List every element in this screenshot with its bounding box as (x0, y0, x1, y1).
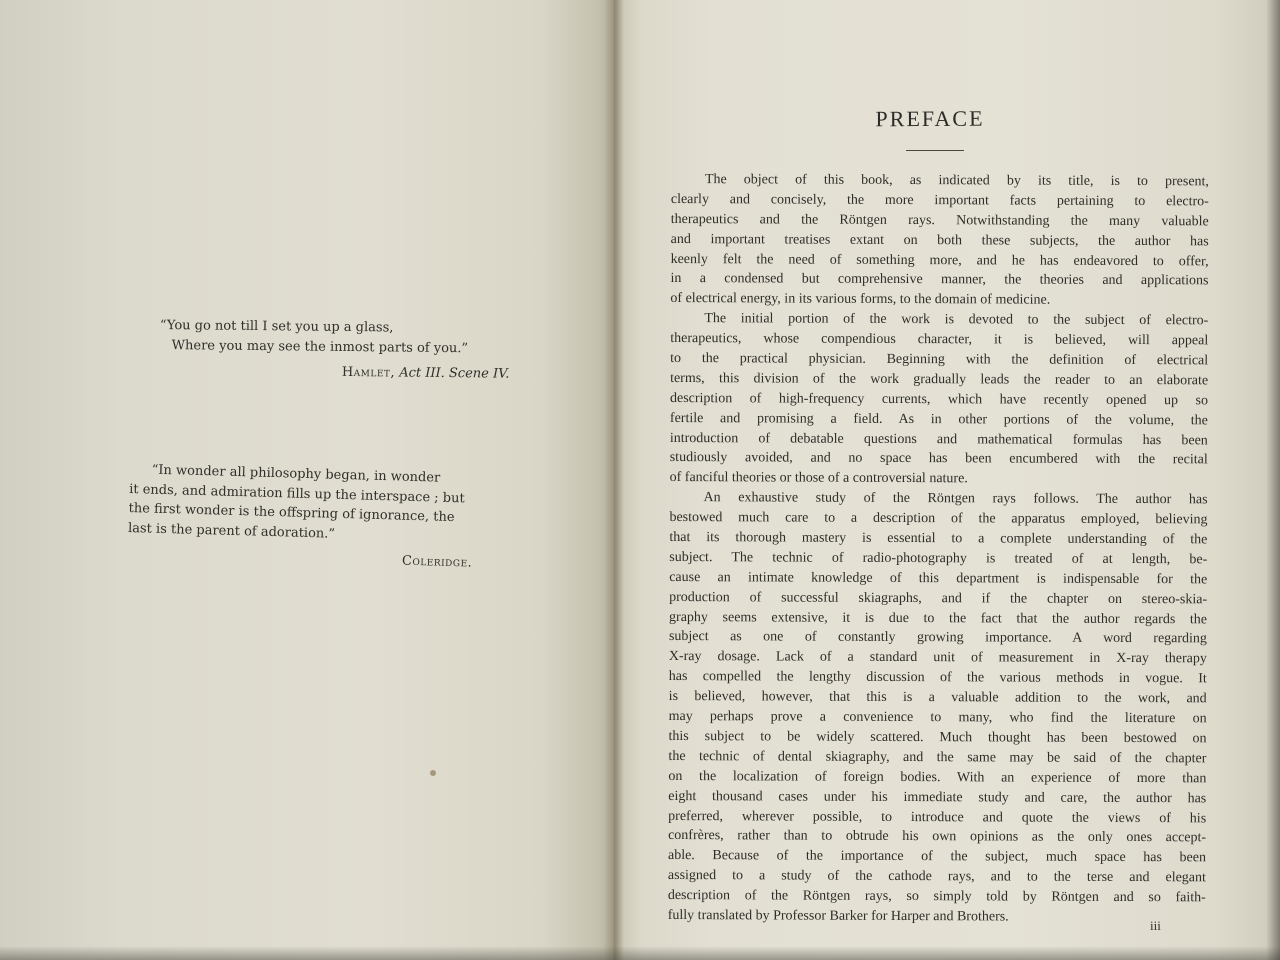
body-line: in a condensed but comprehensive manner, the theories and applications (670, 271, 1209, 289)
body-line: fertile and promising a field. As in other portions of the volume, the (669, 410, 1208, 429)
body-line: of electrical energy, in its various forms, to the domain of medicine. (670, 291, 1051, 308)
epigraph-line: “You go not till I set you up a glass, (159, 317, 394, 336)
page-title: PREFACE (875, 105, 985, 132)
body-line: preferred, wherever possible, to introduce and quote the views of his (668, 808, 1207, 826)
body-line: The object of this book, as indicated by its title, is to present, (704, 172, 1209, 190)
body-line: fully translated by Professor Barker for Harper and Brothers. (667, 907, 1009, 925)
left-page (0, 0, 615, 960)
body-line: description of high-frequency currents, which have recently opened up so (669, 390, 1209, 409)
attribution-work: Act III. Scene IV. (399, 365, 510, 382)
body-line: X-ray dosage. Lack of a standard unit of measurement in X-ray therapy (668, 649, 1207, 667)
body-line: terms, this division of the work gradually leads the reader to an elaborate (670, 370, 1209, 389)
title-rule (906, 150, 964, 151)
body-line: description of the Röntgen rays, so simply told by Röntgen and so faith- (667, 888, 1206, 906)
body-line: has compelled the lengthy discussion of the various methods in vogue. It (668, 669, 1207, 687)
body-line: An exhaustive study of the Röntgen rays follows. The author has (703, 490, 1208, 508)
attribution-name: Hamlet, (341, 364, 396, 381)
body-line: able. Because of the importance of the subject, much space has been (667, 848, 1207, 866)
book-gutter (604, 0, 624, 960)
body-line: is believed, however, that this is a valuable addition to the work, and (668, 689, 1207, 707)
body-line: clearly and concisely, the more important facts pertaining to electro- (670, 191, 1209, 210)
paper-speck (430, 770, 436, 776)
body-line: studiously avoided, and no space has been encumbered with the recital (669, 450, 1208, 468)
page-edge-shadow (1266, 0, 1280, 960)
epigraph-line: last is the parent of adoration.” (127, 520, 336, 542)
body-line: of fanciful theories or those of a controversial nature. (669, 470, 968, 487)
body-line: keenly felt the need of something more, and he has endeavored to offer, (670, 251, 1209, 269)
body-line: eight thousand cases under his immediate study and care, the author has (668, 788, 1207, 806)
hamlet-epigraph (159, 316, 510, 384)
coleridge-epigraph (127, 460, 475, 573)
body-line: this subject to be widely scattered. Much thought has been bestowed on (668, 728, 1207, 747)
page-number: iii (1150, 918, 1161, 933)
body-line: and important treatises extant on both these subjects, the author has (670, 231, 1209, 250)
attribution-name: Coleridge. (401, 553, 473, 571)
body-line: The initial portion of the work is devoted to the subject of electro- (704, 311, 1209, 329)
body-line: introduction of debatable questions and mathematical formulas has been (669, 430, 1208, 448)
body-line: that its thorough mastery is essential to a complete understanding of the (669, 530, 1208, 548)
coleridge-attribution (127, 544, 472, 573)
body-line: on the localization of foreign bodies. With an experience of more than (668, 768, 1207, 787)
epigraph-line: the first wonder is the offspring of ignorance, the (128, 500, 455, 526)
body-line: production of successful skiagraphs, and if the chapter on stereo-skia- (669, 589, 1208, 608)
epigraph-line: it ends, and admiration fills up the interspace ; but (128, 481, 465, 506)
body-line: subject as one of constantly growing importance. A word regarding (668, 629, 1207, 647)
body-line: therapeutics, whose compendious character, it is believed, will appeal (670, 331, 1209, 349)
body-line: subject. The technic of radio-photography is treated of at length, be- (669, 549, 1208, 568)
body-line: cause an intimate knowledge of this department is indispensable for the (669, 569, 1208, 588)
body-line: bestowed much care to a description of the apparatus employed, believing (669, 510, 1208, 528)
hamlet-attribution (159, 361, 509, 384)
body-line: to the practical physician. Beginning with the definition of electrical (670, 351, 1209, 369)
epigraph-line: “In wonder all philosophy began, in wonder (151, 462, 441, 486)
epigraph-line: Where you may see the inmost parts of you.” (171, 337, 469, 356)
body-line: assigned to a study of the cathode rays, and to the terse and elegant (667, 868, 1206, 886)
body-line: therapeutics and the Röntgen rays. Notwithstanding the many valuable (670, 211, 1209, 230)
page-bottom-shadow (0, 946, 1280, 960)
body-line: graphy seems extensive, it is due to the fact that the author regards the (669, 609, 1208, 627)
body-line: confrères, rather than to obtrude his own opinions as the only ones accept- (668, 828, 1207, 846)
preface-body (668, 170, 1209, 928)
body-line: may perhaps prove a convenience to many, who find the literature on (668, 709, 1207, 727)
body-line: the technic of dental skiagraphy, and the same may be said of the chapter (668, 748, 1207, 767)
